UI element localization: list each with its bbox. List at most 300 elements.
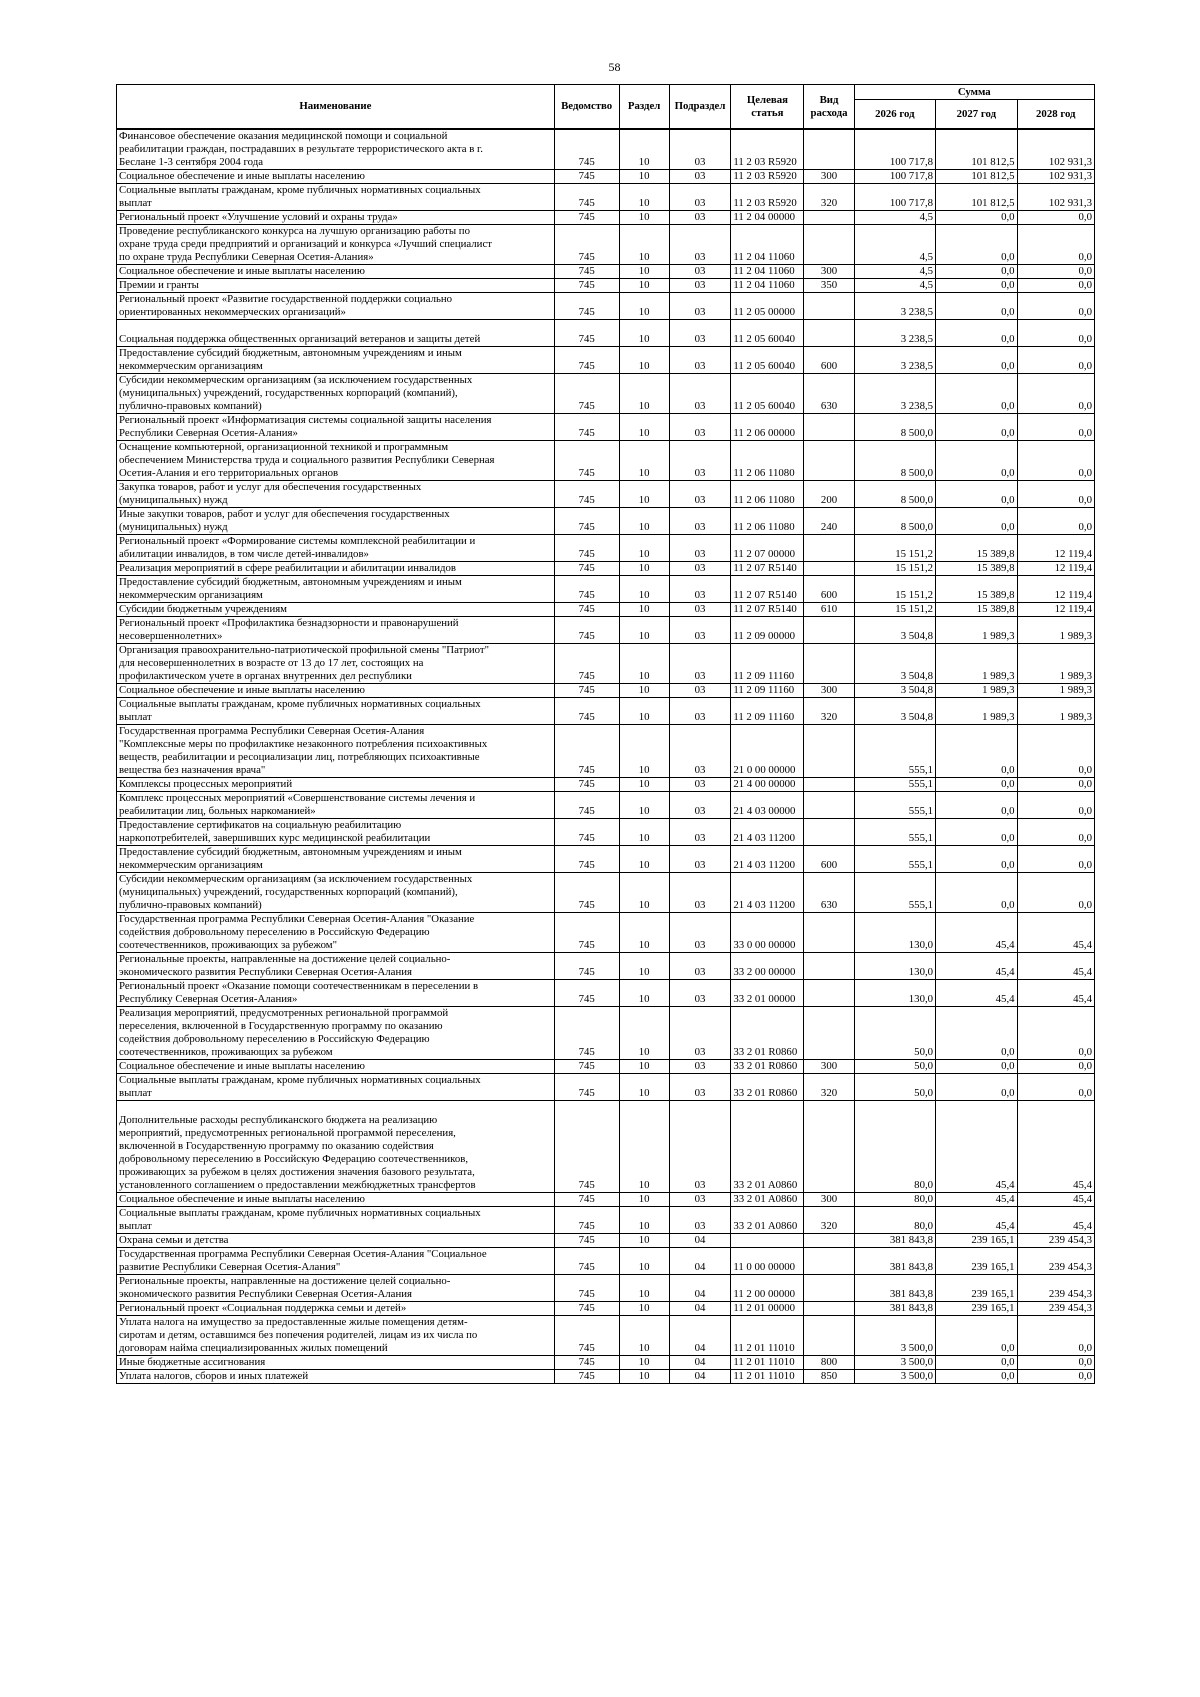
cell-subsection: 03	[669, 792, 731, 819]
cell-2027: 1 989,3	[936, 617, 1017, 644]
page-number: 58	[608, 60, 621, 74]
cell-2028: 0,0	[1017, 873, 1094, 913]
cell-dept: 745	[554, 617, 619, 644]
cell-2028: 45,4	[1017, 1207, 1094, 1234]
cell-dept: 745	[554, 576, 619, 603]
cell-section: 10	[619, 170, 669, 184]
cell-target: 33 2 01 A0860	[731, 1207, 804, 1234]
cell-2026: 8 500,0	[854, 441, 935, 481]
cell-2026: 381 843,8	[854, 1302, 935, 1316]
cell-section: 10	[619, 347, 669, 374]
table-row	[117, 1060, 1095, 1074]
cell-target: 33 2 01 A0860	[731, 1101, 804, 1193]
table-row	[117, 684, 1095, 698]
cell-2027: 0,0	[936, 778, 1017, 792]
cell-name: Социальное обеспечение и иные выплаты населению	[117, 265, 555, 279]
cell-2026: 381 843,8	[854, 1234, 935, 1248]
cell-2027: 0,0	[936, 1007, 1017, 1060]
table-row	[117, 170, 1095, 184]
cell-expense: 320	[804, 1207, 854, 1234]
table-row	[117, 293, 1095, 320]
cell-2027: 45,4	[936, 1101, 1017, 1193]
cell-section: 10	[619, 535, 669, 562]
cell-subsection: 04	[669, 1316, 731, 1356]
cell-2027: 239 165,1	[936, 1248, 1017, 1275]
cell-target: 11 2 07 R5140	[731, 603, 804, 617]
cell-subsection: 03	[669, 684, 731, 698]
cell-name: Реализация мероприятий, предусмотренных региональной программой переселения, включенной в Государственную программу по оказанию содействия добровольному переселению в Российскую Федерацию соотечественников, проживающих за рубежом	[117, 1007, 555, 1060]
cell-2028: 12 119,4	[1017, 562, 1094, 576]
cell-section: 10	[619, 576, 669, 603]
table-row	[117, 211, 1095, 225]
cell-section: 10	[619, 508, 669, 535]
cell-dept: 745	[554, 1193, 619, 1207]
cell-dept: 745	[554, 792, 619, 819]
cell-dept: 745	[554, 441, 619, 481]
cell-subsection: 03	[669, 644, 731, 684]
cell-dept: 745	[554, 846, 619, 873]
table-row	[117, 225, 1095, 265]
cell-target: 21 0 00 00000	[731, 725, 804, 778]
cell-2026: 130,0	[854, 980, 935, 1007]
cell-2027: 15 389,8	[936, 535, 1017, 562]
cell-2027: 239 165,1	[936, 1302, 1017, 1316]
cell-2027: 0,0	[936, 293, 1017, 320]
cell-2026: 555,1	[854, 819, 935, 846]
table-row	[117, 1316, 1095, 1356]
table-row	[117, 819, 1095, 846]
cell-dept: 745	[554, 129, 619, 170]
cell-2027: 45,4	[936, 953, 1017, 980]
cell-2028: 0,0	[1017, 225, 1094, 265]
cell-section: 10	[619, 684, 669, 698]
cell-2027: 0,0	[936, 1356, 1017, 1370]
cell-2027: 0,0	[936, 873, 1017, 913]
cell-target: 11 2 06 00000	[731, 414, 804, 441]
cell-2028: 239 454,3	[1017, 1234, 1094, 1248]
cell-2027: 239 165,1	[936, 1234, 1017, 1248]
cell-expense	[804, 953, 854, 980]
cell-expense: 200	[804, 481, 854, 508]
cell-dept: 745	[554, 644, 619, 684]
cell-dept: 745	[554, 211, 619, 225]
cell-expense: 320	[804, 1074, 854, 1101]
cell-2026: 3 504,8	[854, 684, 935, 698]
table-row	[117, 129, 1095, 170]
table-row	[117, 1248, 1095, 1275]
cell-target: 11 2 03 R5920	[731, 129, 804, 170]
cell-expense	[804, 129, 854, 170]
cell-expense	[804, 293, 854, 320]
cell-target: 33 2 01 00000	[731, 980, 804, 1007]
cell-2028: 0,0	[1017, 778, 1094, 792]
cell-target: 11 0 00 00000	[731, 1248, 804, 1275]
cell-subsection: 03	[669, 265, 731, 279]
cell-dept: 745	[554, 562, 619, 576]
cell-subsection: 03	[669, 441, 731, 481]
cell-2026: 4,5	[854, 279, 935, 293]
table-row	[117, 953, 1095, 980]
cell-2026: 3 500,0	[854, 1370, 935, 1384]
cell-dept: 745	[554, 279, 619, 293]
cell-2027: 101 812,5	[936, 170, 1017, 184]
cell-subsection: 03	[669, 129, 731, 170]
cell-target: 11 2 09 00000	[731, 617, 804, 644]
cell-2026: 8 500,0	[854, 414, 935, 441]
cell-subsection: 04	[669, 1370, 731, 1384]
cell-2027: 45,4	[936, 1207, 1017, 1234]
cell-section: 10	[619, 1007, 669, 1060]
cell-dept: 745	[554, 535, 619, 562]
cell-subsection: 03	[669, 1207, 731, 1234]
cell-dept: 745	[554, 1074, 619, 1101]
cell-subsection: 03	[669, 279, 731, 293]
cell-expense	[804, 778, 854, 792]
cell-2028: 0,0	[1017, 1007, 1094, 1060]
cell-dept: 745	[554, 320, 619, 347]
cell-dept: 745	[554, 1248, 619, 1275]
cell-2028: 1 989,3	[1017, 617, 1094, 644]
cell-dept: 745	[554, 1207, 619, 1234]
cell-expense: 600	[804, 846, 854, 873]
cell-2027: 15 389,8	[936, 603, 1017, 617]
table-row	[117, 644, 1095, 684]
cell-subsection: 03	[669, 873, 731, 913]
cell-name: Финансовое обеспечение оказания медицинской помощи и социальной реабилитации граждан, пострадавших в результате террористического акта в г. Беслане 1-3 сентября 2004 года	[117, 129, 555, 170]
cell-subsection: 03	[669, 170, 731, 184]
cell-subsection: 03	[669, 293, 731, 320]
cell-expense	[804, 617, 854, 644]
cell-2028: 102 931,3	[1017, 184, 1094, 211]
cell-dept: 745	[554, 1234, 619, 1248]
cell-target: 11 2 09 11160	[731, 684, 804, 698]
cell-dept: 745	[554, 1060, 619, 1074]
cell-2026: 15 151,2	[854, 562, 935, 576]
cell-expense	[804, 441, 854, 481]
cell-target: 11 2 00 00000	[731, 1275, 804, 1302]
cell-subsection: 04	[669, 1356, 731, 1370]
cell-name: Уплата налога на имущество за предоставленные жилые помещения детям- сиротам и детям, оставшимся без попечения родителей, лицам из их числа по договорам найма специализированных жилых помещений	[117, 1316, 555, 1356]
cell-section: 10	[619, 374, 669, 414]
table-row	[117, 1074, 1095, 1101]
col-2027-header: 2027 год	[936, 100, 1017, 130]
cell-2028: 102 931,3	[1017, 129, 1094, 170]
cell-2026: 3 504,8	[854, 617, 935, 644]
cell-expense: 600	[804, 576, 854, 603]
cell-dept: 745	[554, 1370, 619, 1384]
cell-target: 11 2 04 11060	[731, 279, 804, 293]
cell-2026: 130,0	[854, 953, 935, 980]
cell-section: 10	[619, 265, 669, 279]
cell-section: 10	[619, 873, 669, 913]
col-target-header: Целевая статья	[731, 85, 804, 130]
cell-expense: 320	[804, 184, 854, 211]
cell-name: Социальные выплаты гражданам, кроме публичных нормативных социальных выплат	[117, 1074, 555, 1101]
table-row	[117, 535, 1095, 562]
cell-2026: 15 151,2	[854, 535, 935, 562]
table-row	[117, 792, 1095, 819]
cell-dept: 745	[554, 481, 619, 508]
cell-section: 10	[619, 725, 669, 778]
cell-2028: 0,0	[1017, 441, 1094, 481]
cell-target: 11 2 06 11080	[731, 508, 804, 535]
cell-subsection: 03	[669, 225, 731, 265]
cell-dept: 745	[554, 603, 619, 617]
cell-2026: 3 500,0	[854, 1356, 935, 1370]
cell-subsection: 03	[669, 562, 731, 576]
cell-dept: 745	[554, 913, 619, 953]
cell-expense: 600	[804, 347, 854, 374]
cell-2028: 45,4	[1017, 953, 1094, 980]
table-row	[117, 980, 1095, 1007]
cell-section: 10	[619, 1074, 669, 1101]
cell-dept: 745	[554, 980, 619, 1007]
cell-dept: 745	[554, 1316, 619, 1356]
cell-dept: 745	[554, 225, 619, 265]
cell-2026: 3 238,5	[854, 347, 935, 374]
cell-2027: 0,0	[936, 265, 1017, 279]
cell-2026: 50,0	[854, 1007, 935, 1060]
cell-2026: 381 843,8	[854, 1275, 935, 1302]
cell-2028: 12 119,4	[1017, 576, 1094, 603]
cell-subsection: 03	[669, 576, 731, 603]
table-row	[117, 320, 1095, 347]
col-subsection-header: Подраздел	[669, 85, 731, 130]
cell-name: Уплата налогов, сборов и иных платежей	[117, 1370, 555, 1384]
col-name-header: Наименование	[117, 85, 555, 130]
cell-2026: 555,1	[854, 873, 935, 913]
cell-section: 10	[619, 1275, 669, 1302]
cell-2028: 0,0	[1017, 819, 1094, 846]
cell-2028: 1 989,3	[1017, 644, 1094, 684]
cell-dept: 745	[554, 508, 619, 535]
cell-2027: 0,0	[936, 1060, 1017, 1074]
table-row	[117, 562, 1095, 576]
cell-dept: 745	[554, 414, 619, 441]
cell-name: Социальные выплаты гражданам, кроме публичных нормативных социальных выплат	[117, 698, 555, 725]
col-section-header: Раздел	[619, 85, 669, 130]
cell-subsection: 03	[669, 1060, 731, 1074]
table-row	[117, 1356, 1095, 1370]
cell-subsection: 03	[669, 374, 731, 414]
cell-name: Региональный проект «Профилактика безнадзорности и правонарушений несовершеннолетних»	[117, 617, 555, 644]
cell-dept: 745	[554, 374, 619, 414]
cell-dept: 745	[554, 1275, 619, 1302]
cell-name: Региональный проект «Социальная поддержка семьи и детей»	[117, 1302, 555, 1316]
cell-section: 10	[619, 1302, 669, 1316]
cell-dept: 745	[554, 684, 619, 698]
cell-2026: 555,1	[854, 725, 935, 778]
cell-expense: 320	[804, 698, 854, 725]
cell-expense: 350	[804, 279, 854, 293]
cell-2027: 0,0	[936, 320, 1017, 347]
cell-name: Социальные выплаты гражданам, кроме публичных нормативных социальных выплат	[117, 1207, 555, 1234]
cell-2028: 0,0	[1017, 1074, 1094, 1101]
cell-2026: 3 504,8	[854, 698, 935, 725]
table-row	[117, 1275, 1095, 1302]
cell-2026: 80,0	[854, 1193, 935, 1207]
cell-target: 11 2 04 11060	[731, 225, 804, 265]
cell-dept: 745	[554, 265, 619, 279]
cell-2026: 15 151,2	[854, 603, 935, 617]
cell-section: 10	[619, 819, 669, 846]
cell-section: 10	[619, 279, 669, 293]
cell-name: Региональный проект «Формирование системы комплексной реабилитации и абилитации инвалидов, в том числе детей-инвалидов»	[117, 535, 555, 562]
col-expense-header: Вид расхода	[804, 85, 854, 130]
cell-2027: 0,0	[936, 508, 1017, 535]
table-row	[117, 1370, 1095, 1384]
cell-expense: 300	[804, 265, 854, 279]
table-row	[117, 1101, 1095, 1193]
table-row	[117, 1302, 1095, 1316]
cell-2028: 0,0	[1017, 725, 1094, 778]
table-row	[117, 603, 1095, 617]
cell-section: 10	[619, 1316, 669, 1356]
cell-section: 10	[619, 211, 669, 225]
cell-2027: 0,0	[936, 211, 1017, 225]
cell-subsection: 03	[669, 953, 731, 980]
cell-expense: 850	[804, 1370, 854, 1384]
cell-subsection: 03	[669, 535, 731, 562]
cell-2028: 0,0	[1017, 508, 1094, 535]
cell-name: Региональный проект «Оказание помощи соотечественникам в переселении в Республику Северная Осетия-Алания»	[117, 980, 555, 1007]
cell-name: Социальное обеспечение и иные выплаты населению	[117, 1060, 555, 1074]
cell-section: 10	[619, 562, 669, 576]
cell-name: Региональный проект «Улучшение условий и охраны труда»	[117, 211, 555, 225]
cell-expense: 240	[804, 508, 854, 535]
budget-table	[116, 84, 1095, 1384]
table-row	[117, 279, 1095, 293]
cell-dept: 745	[554, 293, 619, 320]
cell-subsection: 03	[669, 1074, 731, 1101]
cell-2028: 102 931,3	[1017, 170, 1094, 184]
cell-2026: 50,0	[854, 1074, 935, 1101]
cell-target: 11 2 06 11080	[731, 481, 804, 508]
table-row	[117, 1234, 1095, 1248]
cell-target: 33 2 01 A0860	[731, 1193, 804, 1207]
cell-expense	[804, 225, 854, 265]
cell-2026: 80,0	[854, 1207, 935, 1234]
cell-section: 10	[619, 603, 669, 617]
cell-expense: 300	[804, 170, 854, 184]
table-row	[117, 441, 1095, 481]
cell-2026: 4,5	[854, 225, 935, 265]
cell-name: Государственная программа Республики Северная Осетия-Алания "Комплексные меры по профилактике незаконного потребления психоактивных веществ, реабилитации и ресоциализации лиц, потребляющих психоактивные вещества без назначения врача"	[117, 725, 555, 778]
cell-target: 11 2 09 11160	[731, 698, 804, 725]
cell-expense	[804, 414, 854, 441]
cell-2028: 0,0	[1017, 279, 1094, 293]
cell-section: 10	[619, 617, 669, 644]
cell-2027: 0,0	[936, 1370, 1017, 1384]
table-row	[117, 347, 1095, 374]
cell-subsection: 03	[669, 980, 731, 1007]
cell-2027: 0,0	[936, 1074, 1017, 1101]
cell-2026: 80,0	[854, 1101, 935, 1193]
cell-name: Комплексы процессных мероприятий	[117, 778, 555, 792]
cell-target: 21 4 03 11200	[731, 819, 804, 846]
table-row	[117, 576, 1095, 603]
table-row	[117, 265, 1095, 279]
cell-subsection: 03	[669, 211, 731, 225]
cell-expense	[804, 1234, 854, 1248]
cell-section: 10	[619, 1101, 669, 1193]
cell-target: 11 2 03 R5920	[731, 170, 804, 184]
cell-subsection: 03	[669, 481, 731, 508]
cell-name: Региональные проекты, направленные на достижение целей социально- экономического развития Республики Северная Осетия-Алания	[117, 1275, 555, 1302]
cell-subsection: 03	[669, 778, 731, 792]
cell-name: Предоставление субсидий бюджетным, автономным учреждениям и иным некоммерческим организациям	[117, 347, 555, 374]
cell-subsection: 04	[669, 1248, 731, 1275]
cell-section: 10	[619, 778, 669, 792]
table-row	[117, 481, 1095, 508]
cell-section: 10	[619, 644, 669, 684]
cell-2028: 0,0	[1017, 481, 1094, 508]
table-row	[117, 508, 1095, 535]
cell-2027: 0,0	[936, 347, 1017, 374]
cell-name: Комплекс процессных мероприятий «Совершенствование системы лечения и реабилитации лиц, больных наркоманией»	[117, 792, 555, 819]
cell-dept: 745	[554, 1302, 619, 1316]
cell-section: 10	[619, 184, 669, 211]
cell-2026: 3 504,8	[854, 644, 935, 684]
cell-2028: 239 454,3	[1017, 1302, 1094, 1316]
cell-name: Охрана семьи и детства	[117, 1234, 555, 1248]
cell-2028: 0,0	[1017, 211, 1094, 225]
cell-2027: 239 165,1	[936, 1275, 1017, 1302]
cell-2026: 100 717,8	[854, 170, 935, 184]
cell-dept: 745	[554, 953, 619, 980]
cell-section: 10	[619, 441, 669, 481]
cell-section: 10	[619, 698, 669, 725]
cell-target: 11 2 03 R5920	[731, 184, 804, 211]
cell-expense: 800	[804, 1356, 854, 1370]
cell-2027: 0,0	[936, 819, 1017, 846]
table-header	[117, 85, 1095, 130]
cell-2026: 8 500,0	[854, 481, 935, 508]
cell-dept: 745	[554, 170, 619, 184]
cell-name: Субсидии бюджетным учреждениям	[117, 603, 555, 617]
cell-target: 11 2 05 60040	[731, 347, 804, 374]
cell-expense: 300	[804, 1060, 854, 1074]
cell-subsection: 03	[669, 184, 731, 211]
cell-2026: 130,0	[854, 913, 935, 953]
cell-2027: 45,4	[936, 1193, 1017, 1207]
cell-section: 10	[619, 129, 669, 170]
cell-2027: 0,0	[936, 441, 1017, 481]
cell-expense	[804, 535, 854, 562]
cell-subsection: 03	[669, 347, 731, 374]
cell-name: Предоставление субсидий бюджетным, автономным учреждениям и иным некоммерческим организациям	[117, 576, 555, 603]
cell-2028: 12 119,4	[1017, 535, 1094, 562]
cell-subsection: 04	[669, 1302, 731, 1316]
cell-section: 10	[619, 320, 669, 347]
cell-2028: 0,0	[1017, 1316, 1094, 1356]
table-body	[117, 129, 1095, 1384]
cell-target: 11 2 07 R5140	[731, 562, 804, 576]
table-row	[117, 184, 1095, 211]
cell-section: 10	[619, 1248, 669, 1275]
cell-target: 33 2 01 R0860	[731, 1007, 804, 1060]
cell-target: 11 2 06 11080	[731, 441, 804, 481]
cell-2028: 0,0	[1017, 1060, 1094, 1074]
cell-2027: 15 389,8	[936, 576, 1017, 603]
cell-name: Государственная программа Республики Северная Осетия-Алания "Оказание содействия добровольному переселению в Российскую Федерацию соотечественников, проживающих за рубежом"	[117, 913, 555, 953]
cell-2026: 4,5	[854, 211, 935, 225]
cell-name: Социальное обеспечение и иные выплаты населению	[117, 1193, 555, 1207]
col-2028-header: 2028 год	[1017, 100, 1094, 130]
cell-section: 10	[619, 481, 669, 508]
cell-2028: 0,0	[1017, 1370, 1094, 1384]
cell-target	[731, 1234, 804, 1248]
